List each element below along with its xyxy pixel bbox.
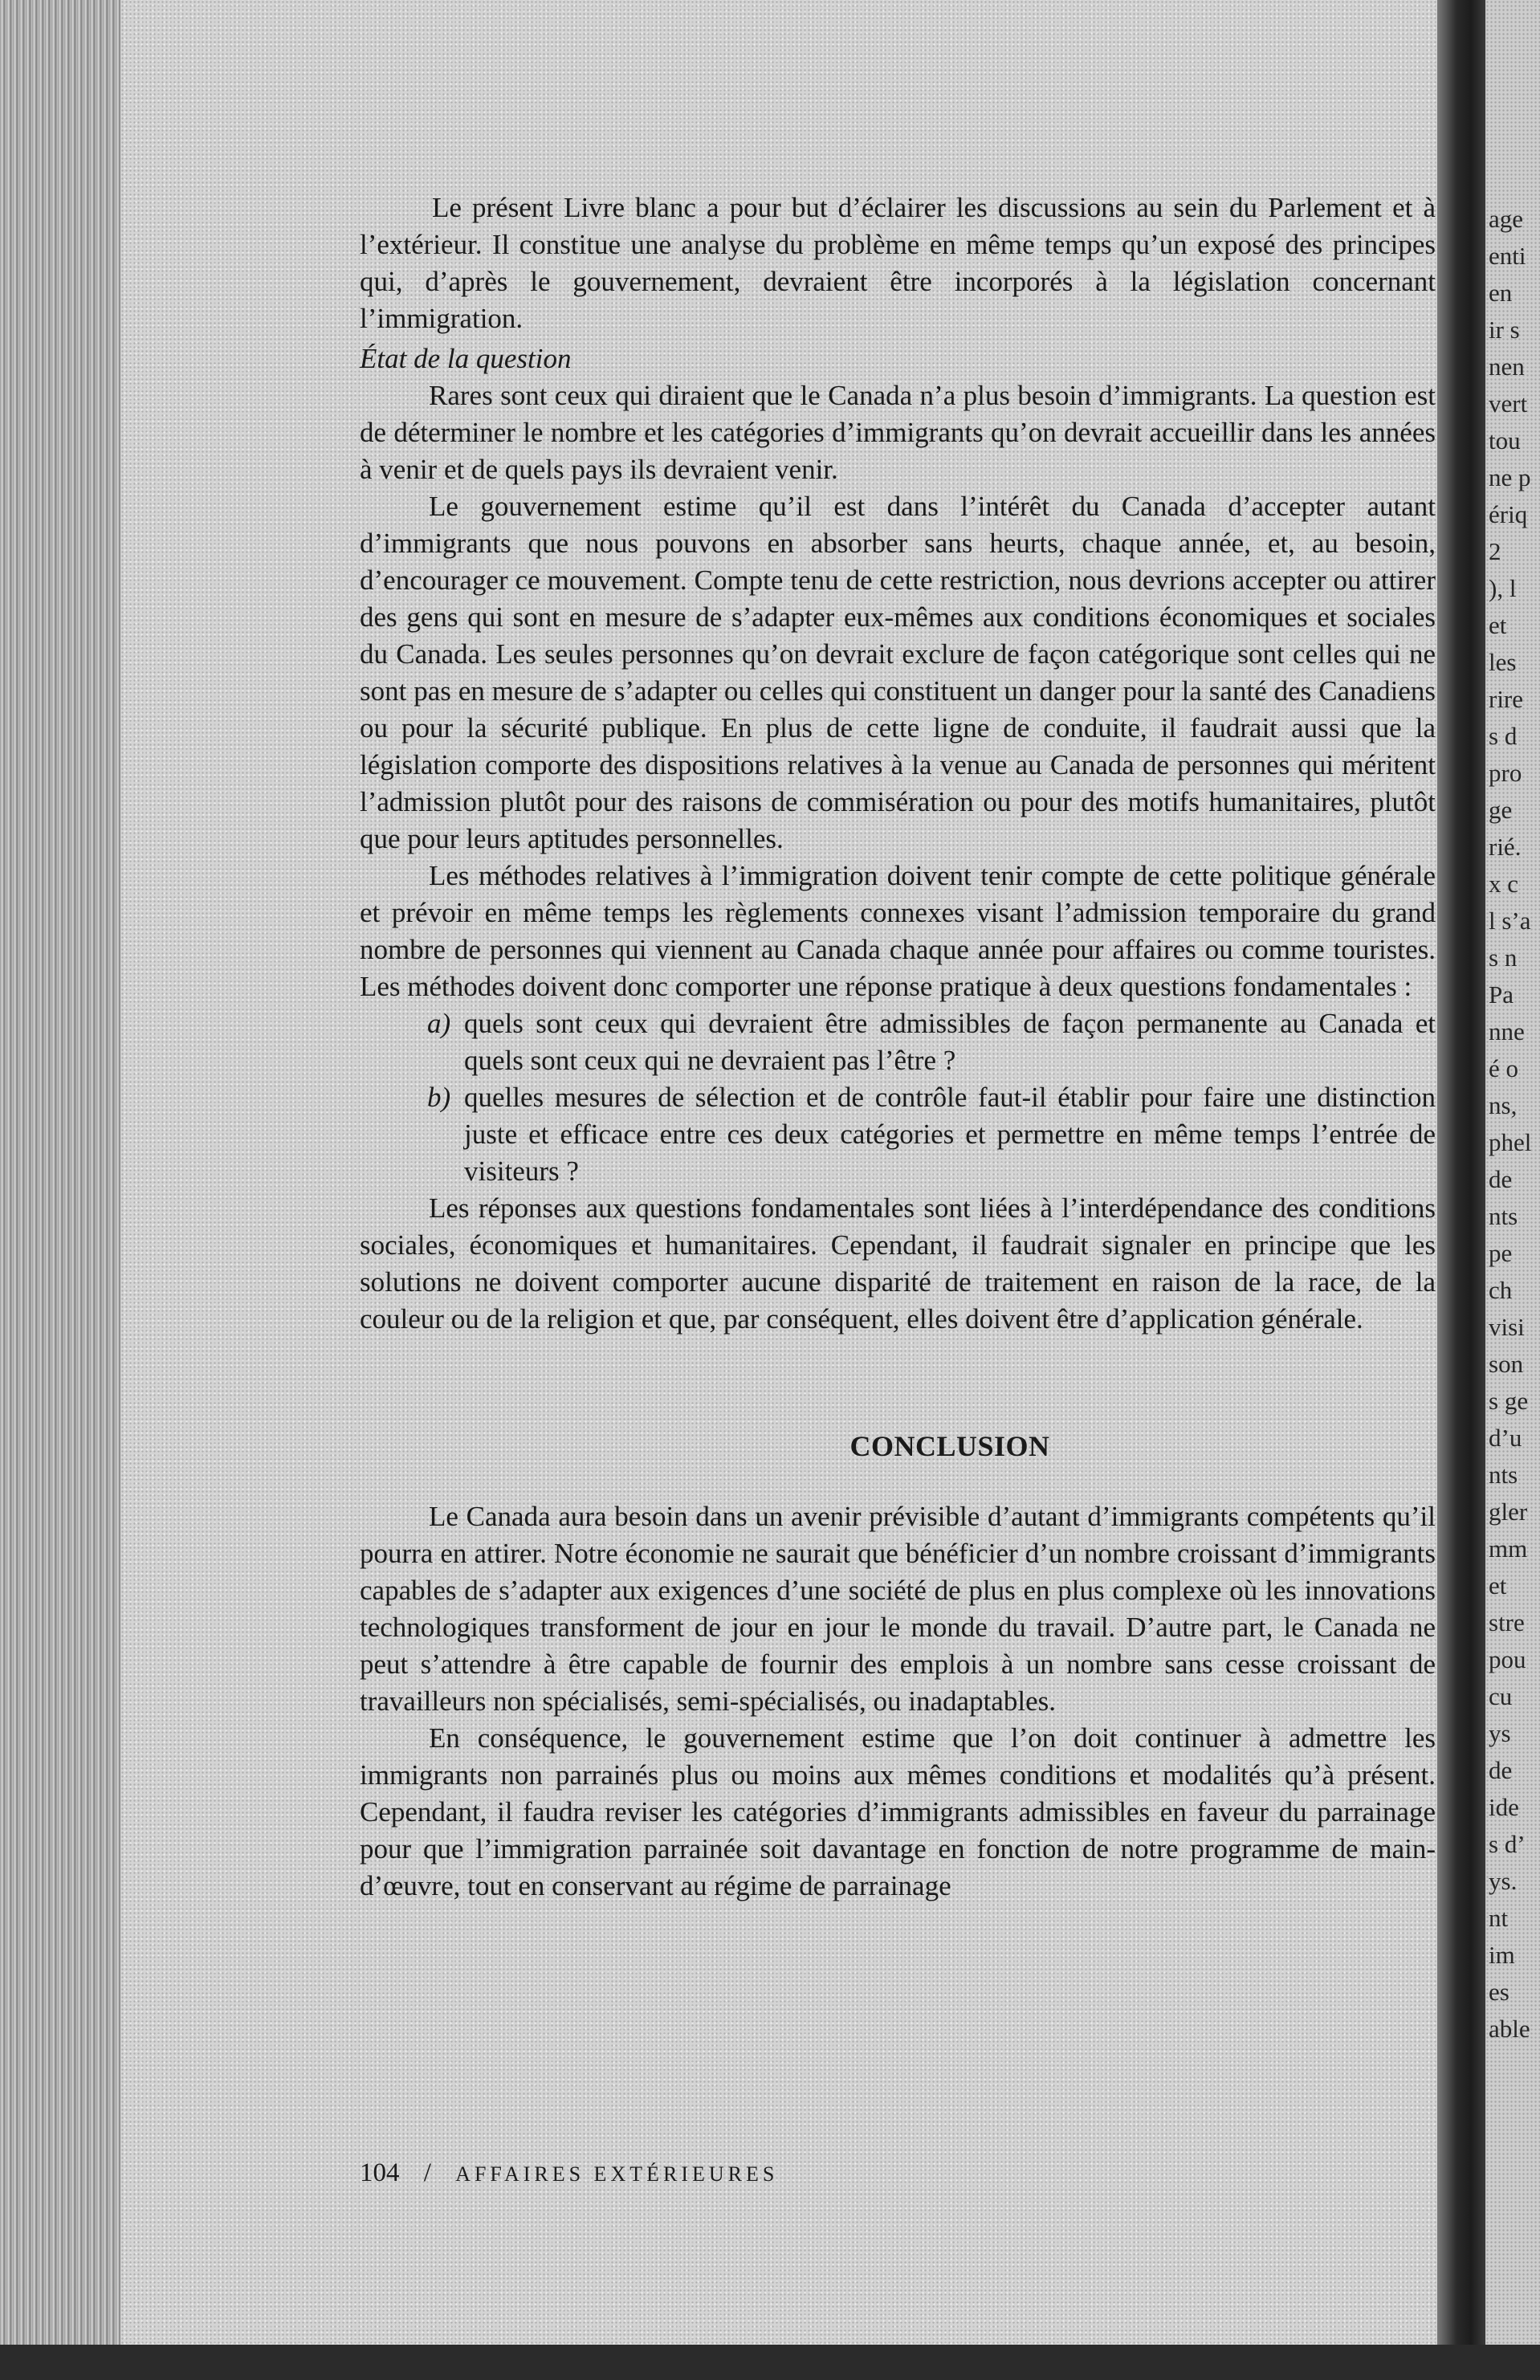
facing-page-line: pro [1489, 759, 1522, 787]
page-body [360, 190, 1436, 1905]
facing-page-strip [1485, 0, 1540, 2380]
facing-page-line: nt [1489, 1904, 1509, 1932]
facing-page-line: mm [1489, 1534, 1528, 1563]
publication-name: AFFAIRES EXTÉRIEURES [455, 2162, 779, 2186]
stacked-page-edges [0, 0, 120, 2380]
facing-page-line: pe [1489, 1239, 1513, 1267]
facing-page-line: es [1489, 1978, 1509, 2006]
conclusion-paragraph-1: Le Canada aura besoin dans un avenir prévisible d’autant d’immigrants compétents qu’il pourra en attirer. Notre économie ne saurait que bénéficier d’un nombre croissant d’immigrants capables de s’adapter aux exigences d’une société de plus en plus complexe où les innovations technologiques transforment de jour en jour le monde du travail. D’autre part, le Canada ne peut s’attendre à être capable de fournir des emplois à un nombre sans cesse croissant de travailleurs non spécialisés, semi-spécialisés, ou inadaptables. [360, 1501, 1436, 1717]
facing-page-line: 2 [1489, 537, 1501, 565]
facing-page-line: s n [1489, 943, 1518, 972]
facing-page-line: de [1489, 1756, 1513, 1784]
page-footer [360, 2158, 778, 2188]
facing-page-line: phel [1489, 1128, 1532, 1156]
facing-page-line: tou [1489, 426, 1521, 454]
facing-page-line: ge [1489, 796, 1513, 824]
facing-page-line: nts [1489, 1202, 1518, 1230]
facing-page-line: é o [1489, 1054, 1519, 1082]
facing-page-line: pou [1489, 1645, 1526, 1673]
facing-page-line: l s’a [1489, 907, 1531, 935]
facing-page-line: son [1489, 1350, 1524, 1378]
etat-paragraph-1: Rares sont ceux qui diraient que le Canada n’a plus besoin d’immigrants. La question est de déterminer le nombre et les catégories d’immigrants qu’on devrait accueillir dans les années à venir et de quels pays ils devraient venir. [360, 380, 1436, 485]
facing-page-line: s d’ [1489, 1830, 1526, 1858]
facing-page-line: ys [1489, 1719, 1511, 1747]
facing-page-line: Pa [1489, 980, 1514, 1009]
facing-page-line: ys. [1489, 1867, 1518, 1895]
facing-page-line: et [1489, 1571, 1507, 1600]
facing-page-line: ide [1489, 1793, 1519, 1821]
facing-page-line: enti [1489, 242, 1526, 270]
facing-page-line: visi [1489, 1313, 1525, 1341]
footer-separator: / [423, 2158, 431, 2187]
conclusion-heading: CONCLUSION [849, 1430, 1050, 1462]
book-gutter [1437, 0, 1485, 2380]
facing-page-line: stre [1489, 1608, 1525, 1636]
facing-page-line: et [1489, 611, 1507, 639]
facing-page-line: able [1489, 2015, 1530, 2043]
facing-page-line: ériq [1489, 500, 1528, 528]
facing-page-line: les [1489, 648, 1517, 676]
facing-page-line: ne p [1489, 463, 1531, 491]
facing-page-line: gler [1489, 1498, 1528, 1526]
etat-paragraph-2: Le gouvernement estime qu’il est dans l’intérêt du Canada d’accepter autant d’immigrants que nous pouvons en absorber sans heurts, chaque année, et, au besoin, d’encourager ce mouvement. Compte tenu de cette restriction, nous devrions accepter ou attirer des gens qui sont en mesure de s’adapter eux-mêmes aux conditions économiques et sociales du Canada. Les seules personnes qu’on devrait exclure de façon catégorique sont celles qui ne sont pas en mesure de s’adapter ou celles qui constituent un danger pour la santé des Canadiens ou pour la sécurité publique. En plus de cette ligne de conduite, il faudrait aussi que la législation comporte des dispositions relatives à la venue au Canada de personnes qui méritent l’admission plutôt pour des raisons de commisération ou pour des motifs humanitaires, plutôt que pour leurs aptitudes personnelles. [360, 491, 1436, 854]
facing-page-line: d’u [1489, 1424, 1522, 1452]
facing-page-line: ch [1489, 1276, 1513, 1304]
etat-paragraph-4: Les réponses aux questions fondamentales sont liées à l’interdépendance des conditions sociales, économiques et humanitaires. Cependant, il faudrait signaler en principe que les solutions ne doivent comporter aucune disparité de traitement en raison de la race, de la couleur ou de la religion et que, par conséquent, elles doivent être d’application générale. [360, 1192, 1436, 1335]
page-number: 104 [360, 2158, 400, 2187]
intro-paragraph: Le présent Livre blanc a pour but d’éclairer les discussions au sein du Parlement et à l’extérieur. Il constitue une analyse du problème en même temps qu’un exposé des principes qui, d’après le gouvernement, devraient être incorporés à la législation concernant l’immigration. [360, 192, 1436, 334]
facing-page-line: vert [1489, 389, 1528, 418]
facing-page-text [1489, 201, 1540, 2048]
facing-page-line: nen [1489, 353, 1525, 381]
item-label-b: b) [427, 1082, 451, 1113]
facing-page-line: rire [1489, 685, 1524, 713]
facing-page-line: ), l [1489, 574, 1517, 602]
facing-page-line: im [1489, 1941, 1515, 1969]
item-text-b: quelles mesures de sélection et de contrôle faut-il établir pour faire une distinction juste et efficace entre ces deux catégories et permettre en même temps l’entrée de visiteurs ? [464, 1082, 1436, 1187]
etat-paragraph-3: Les méthodes relatives à l’immigration doivent tenir compte de cette politique générale et prévoir en même temps les règlements connexes visant l’admission temporaire du grand nombre de personnes qui viennent au Canada chaque année pour affaires ou comme touristes. Les méthodes doivent donc comporter une réponse pratique à deux questions fondamentales : [360, 860, 1436, 1002]
question-item-a [360, 1005, 1436, 1079]
facing-page-line: ir s [1489, 316, 1520, 344]
facing-page-line: s d [1489, 722, 1518, 750]
facing-page-line: ns, [1489, 1091, 1518, 1119]
facing-page-line: en [1489, 279, 1513, 307]
section-heading-etat: État de la question [360, 343, 572, 374]
facing-page-line: nne [1489, 1017, 1525, 1045]
facing-page-line: s ge [1489, 1387, 1529, 1415]
facing-page-line: rié. [1489, 833, 1522, 861]
facing-page-line: age [1489, 205, 1524, 233]
scan-bottom-band [0, 2345, 1540, 2380]
conclusion-paragraph-2: En conséquence, le gouvernement estime que l’on doit continuer à admettre les immigrants non parrainés plus ou moins aux mêmes conditions et modalités qu’à présent. Cependant, il faudra reviser les catégories d’immigrants admissibles en faveur du parrainage pour que l’immigration parrainée soit davantage en fonction de notre programme de main-d’œuvre, tout en conservant au régime de parrainage [360, 1722, 1436, 1901]
facing-page-line: nts [1489, 1461, 1518, 1489]
question-item-b [360, 1079, 1436, 1190]
item-label-a: a) [427, 1008, 451, 1039]
facing-page-line: x c [1489, 870, 1519, 898]
facing-page-line: de [1489, 1165, 1513, 1193]
item-text-a: quels sont ceux qui devraient être admissibles de façon permanente au Canada et quels sont ceux qui ne devraient pas l’être ? [464, 1008, 1436, 1076]
facing-page-line: cu [1489, 1682, 1513, 1710]
